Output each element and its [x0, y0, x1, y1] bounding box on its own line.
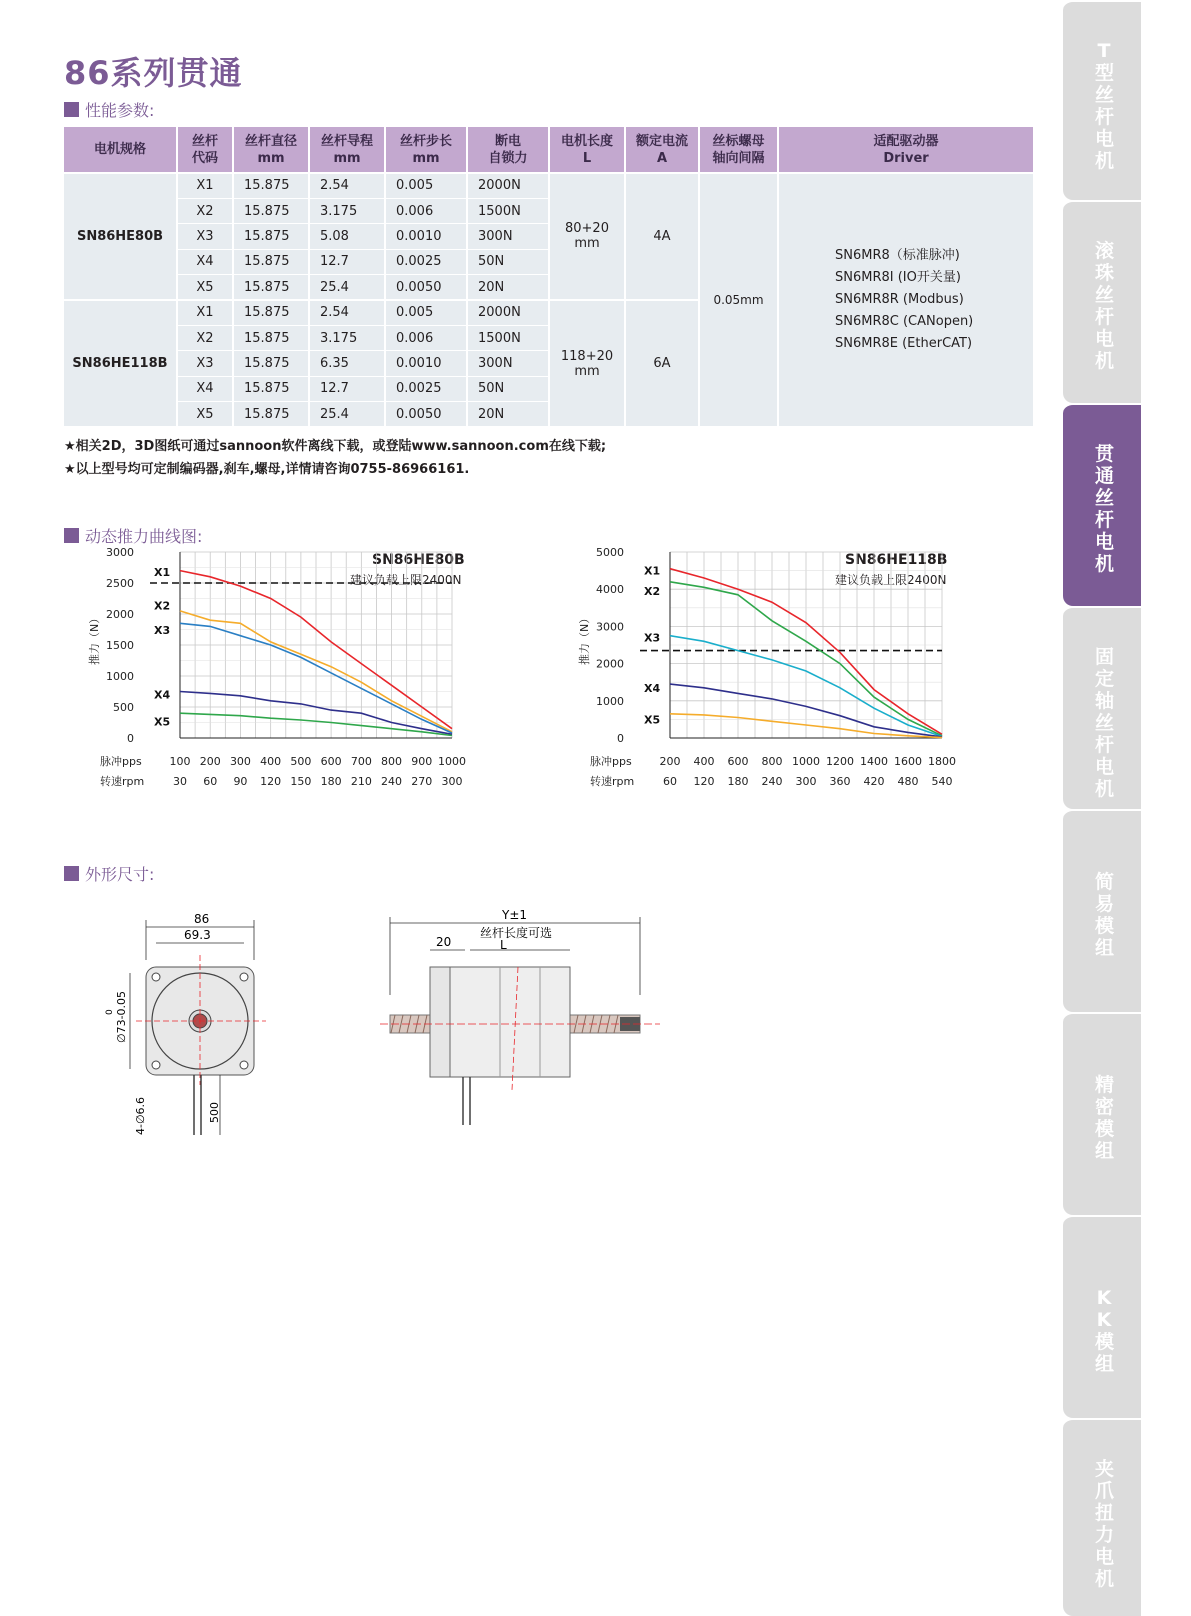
x-tick-label-pps: 1400 [860, 755, 888, 768]
table-cell: 0.005 [385, 300, 467, 325]
x-tick-label-rpm: 210 [350, 775, 372, 788]
driver-item: SN6MR8E (EtherCAT) [835, 336, 973, 352]
y-tick-label: 3000 [596, 620, 624, 634]
col-header-driver: 适配驱动器 Driver [778, 127, 1034, 173]
section-marker [64, 102, 79, 117]
x-row-label-rpm: 转速rpm [590, 775, 635, 788]
y-axis-label: 推力（N） [88, 612, 101, 665]
page-title: 86系列贯通 [64, 54, 243, 92]
x-tick-label-pps: 100 [169, 755, 191, 768]
table-cell: 300N [467, 351, 549, 376]
series-label-x1: X1 [644, 564, 661, 578]
table-cell: 3.175 [309, 198, 385, 223]
x-tick-label-pps: 1800 [928, 755, 956, 768]
y-tick-label: 2000 [596, 657, 624, 671]
col-header-diameter: 丝杆直径 mm [233, 127, 309, 173]
x-tick-label-pps: 400 [693, 755, 715, 768]
table-cell: 20N [467, 275, 549, 300]
table-cell: 2.54 [309, 173, 385, 198]
x-tick-label-rpm: 300 [795, 775, 817, 788]
side-tab-through-screw[interactable] [1063, 403, 1141, 606]
dim-l: L [500, 938, 507, 952]
col-header-self-lock: 断电 自锁力 [467, 127, 549, 173]
dim-pilot: ∅73-0.05 [115, 990, 128, 1043]
side-tab-label: 滚珠丝杆电机 [1095, 240, 1115, 372]
x-tick-label-pps: 700 [350, 755, 372, 768]
chart-body [87, 546, 466, 788]
y-tick-label: 0 [617, 732, 624, 745]
x-tick-label-pps: 800 [761, 755, 783, 768]
table-cell: 0.006 [385, 325, 467, 350]
table-cell: 15.875 [233, 300, 309, 325]
x-tick-label-pps: 1600 [894, 755, 922, 768]
table-cell: X5 [177, 402, 233, 427]
x-tick-label-rpm: 480 [897, 775, 919, 788]
col-header-backlash: 丝标螺母 轴向间隔 [699, 127, 778, 173]
x-row-label-rpm: 转速rpm [100, 775, 145, 788]
side-tab-kk-module[interactable] [1063, 1215, 1141, 1418]
series-label-x5: X5 [154, 715, 171, 729]
section-dimensions [64, 862, 154, 885]
x-tick-label-rpm: 240 [381, 775, 403, 788]
side-tab-label: T型丝杆电机 [1095, 40, 1115, 172]
side-view [380, 908, 660, 1125]
dim-69-3: 69.3 [184, 928, 211, 942]
current-cell: 6A [625, 300, 699, 427]
table-row [64, 173, 1034, 198]
table-cell: X4 [177, 376, 233, 401]
table-cell: 50N [467, 376, 549, 401]
model-cell: SN86HE80B [64, 173, 177, 300]
table-cell: X2 [177, 325, 233, 350]
spec-table [64, 127, 1035, 427]
y-tick-label: 2000 [106, 608, 134, 621]
y-tick-label: 1000 [106, 670, 134, 683]
driver-item: SN6MR8C (CANopen) [835, 314, 974, 330]
series-label-x2: X2 [154, 599, 171, 613]
col-header-model: 电机规格 [64, 127, 177, 173]
table-cell: 25.4 [309, 275, 385, 300]
section-performance-label: 性能参数: [85, 101, 155, 120]
table-cell: 0.0050 [385, 402, 467, 427]
table-cell: 15.875 [233, 249, 309, 274]
table-cell: X3 [177, 351, 233, 376]
table-cell: 2000N [467, 173, 549, 198]
table-cell: 0.005 [385, 173, 467, 198]
side-tab-label: 简易模组 [1095, 871, 1115, 959]
section-marker [64, 528, 79, 543]
x-tick-label-rpm: 540 [931, 775, 953, 788]
table-cell: X2 [177, 198, 233, 223]
y-tick-label: 500 [113, 701, 134, 714]
side-tab-label: 精密模组 [1095, 1074, 1115, 1162]
x-tick-label-rpm: 60 [663, 775, 677, 788]
table-cell: 0.0025 [385, 249, 467, 274]
side-tab-label: 夹爪扭力电机 [1095, 1458, 1115, 1590]
y-tick-label: 4000 [596, 583, 624, 597]
side-tab-label: KK模组 [1095, 1287, 1115, 1375]
x-tick-label-rpm: 120 [260, 775, 282, 788]
thrust-chart-80b [80, 546, 500, 830]
x-tick-label-rpm: 60 [203, 775, 218, 788]
table-cell: 2000N [467, 300, 549, 325]
series-label-x3: X3 [154, 624, 171, 638]
table-cell: 15.875 [233, 325, 309, 350]
x-tick-label-rpm: 30 [173, 775, 187, 788]
series-label-x1: X1 [154, 565, 171, 579]
table-cell: X3 [177, 224, 233, 249]
y-tick-label: 1500 [106, 639, 134, 652]
x-tick-label-pps: 1000 [792, 755, 820, 768]
table-cell: 300N [467, 224, 549, 249]
dimension-drawing [100, 905, 700, 1145]
table-cell: 0.0025 [385, 376, 467, 401]
length-cell: 80+20 mm [549, 173, 625, 300]
x-tick-label-pps: 300 [229, 755, 251, 768]
table-cell: 12.7 [309, 376, 385, 401]
current-cell: 4A [625, 173, 699, 300]
x-row-label-pps: 脉冲pps [590, 755, 632, 768]
table-cell: 3.175 [309, 325, 385, 350]
x-tick-label-pps: 1000 [438, 755, 466, 768]
note-custom: ★以上型号均可定制编码器,刹车,螺母,详情请咨询0755-86966161. [64, 462, 470, 477]
x-tick-label-rpm: 90 [233, 775, 248, 788]
table-cell: 15.875 [233, 351, 309, 376]
dim-20: 20 [436, 935, 452, 949]
table-cell: 50N [467, 249, 549, 274]
table-header-row [64, 127, 1034, 173]
driver-item: SN6MR8R (Modbus) [835, 292, 964, 308]
x-tick-label-rpm: 270 [411, 775, 433, 788]
table-cell: 5.08 [309, 224, 385, 249]
table-cell: 0.006 [385, 198, 467, 223]
table-cell: 15.875 [233, 224, 309, 249]
driver-item: SN6MR8（标准脉冲) [835, 248, 960, 264]
length-cell: 118+20 mm [549, 300, 625, 427]
table-cell: X5 [177, 275, 233, 300]
table-cell: X1 [177, 300, 233, 325]
note-download: ★相关2D，3D图纸可通过sannoon软件离线下载，或登陆www.sannoon.com在线下载; [64, 439, 607, 454]
x-tick-label-rpm: 300 [441, 775, 463, 788]
table-cell: 15.875 [233, 173, 309, 198]
series-label-x4: X4 [154, 688, 171, 702]
x-tick-label-rpm: 360 [829, 775, 851, 788]
x-tick-label-rpm: 180 [320, 775, 342, 788]
side-tab-gripper-torque[interactable] [1063, 1418, 1141, 1616]
chart-body [577, 546, 956, 788]
x-tick-label-pps: 1200 [826, 755, 854, 768]
dim-overall: Y±1 [502, 908, 528, 922]
table-cell: 25.4 [309, 402, 385, 427]
table-cell: X4 [177, 249, 233, 274]
x-tick-label-pps: 200 [199, 755, 221, 768]
table-cell: 6.35 [309, 351, 385, 376]
col-header-lead: 丝杆导程 mm [309, 127, 385, 173]
x-tick-label-pps: 200 [659, 755, 681, 768]
section-thrust-curve [64, 524, 202, 547]
y-tick-label: 5000 [596, 546, 624, 559]
series-label-x2: X2 [644, 585, 661, 599]
front-view [105, 912, 266, 1135]
chart-1-title: SN86HE80B [372, 552, 465, 568]
y-tick-label: 2500 [106, 577, 134, 590]
dim-lead: 500 [208, 1102, 221, 1123]
driver-item: SN6MR8I (IO开关量) [835, 270, 961, 286]
x-tick-label-rpm: 150 [290, 775, 312, 788]
table-cell: 15.875 [233, 402, 309, 427]
x-tick-label-pps: 800 [381, 755, 403, 768]
backlash-cell: 0.05mm [699, 173, 778, 427]
dim-pilot-tol: 0 [105, 1009, 115, 1015]
dim-screw-length: 丝杆长度可选 [480, 926, 553, 940]
x-tick-label-rpm: 240 [761, 775, 783, 788]
section-thrust-curve-label: 动态推力曲线图: [85, 527, 203, 546]
side-tab-simple-module[interactable] [1063, 809, 1141, 1012]
section-marker [64, 866, 79, 881]
table-cell: 15.875 [233, 376, 309, 401]
section-dimensions-label: 外形尺寸: [85, 865, 155, 884]
table-cell: 0.0050 [385, 275, 467, 300]
x-row-label-pps: 脉冲pps [100, 755, 142, 768]
model-cell: SN86HE118B [64, 300, 177, 427]
dim-holes: 4-∅6.6 [134, 1096, 147, 1135]
table-cell: 20N [467, 402, 549, 427]
side-tab-precision-module[interactable] [1063, 1012, 1141, 1215]
side-tab-label: 贯通丝杆电机 [1095, 443, 1115, 575]
table-cell: 0.0010 [385, 224, 467, 249]
col-header-current: 额定电流 A [625, 127, 699, 173]
table-cell: 1500N [467, 325, 549, 350]
table-cell: 0.0010 [385, 351, 467, 376]
x-tick-label-pps: 900 [411, 755, 433, 768]
table-cell: 15.875 [233, 198, 309, 223]
y-tick-label: 3000 [106, 546, 134, 559]
side-tab-ball-screw[interactable] [1063, 200, 1141, 403]
table-cell: 12.7 [309, 249, 385, 274]
section-performance [64, 98, 154, 121]
y-tick-label: 1000 [596, 694, 624, 708]
table-cell: 15.875 [233, 275, 309, 300]
series-label-x3: X3 [644, 631, 661, 645]
table-cell: X1 [177, 173, 233, 198]
x-tick-label-pps: 600 [320, 755, 342, 768]
y-tick-label: 0 [127, 732, 134, 745]
thrust-chart-118b [570, 546, 990, 830]
dim-86: 86 [194, 912, 210, 926]
series-label-x5: X5 [644, 713, 661, 727]
col-header-step: 丝杆步长 mm [385, 127, 467, 173]
side-tab-label: 固定轴丝杆电机 [1095, 646, 1115, 800]
series-label-x4: X4 [644, 681, 661, 695]
col-header-length: 电机长度 L [549, 127, 625, 173]
x-tick-label-rpm: 420 [863, 775, 885, 788]
table-cell: 2.54 [309, 300, 385, 325]
drivers-cell [778, 173, 1034, 427]
chart-1-subtitle: 建议负载上限2400N [350, 573, 462, 587]
chart-2-subtitle: 建议负载上限2400N [835, 573, 947, 587]
x-tick-label-pps: 500 [290, 755, 312, 768]
x-tick-label-pps: 400 [260, 755, 282, 768]
table-cell: 1500N [467, 198, 549, 223]
chart-2-title: SN86HE118B [845, 552, 948, 568]
side-tab-t-screw[interactable] [1063, 0, 1141, 200]
x-tick-label-pps: 600 [727, 755, 749, 768]
x-tick-label-rpm: 180 [727, 775, 749, 788]
col-header-code: 丝杆 代码 [177, 127, 233, 173]
side-tab-fixed-shaft[interactable] [1063, 606, 1141, 809]
x-tick-label-rpm: 120 [693, 775, 715, 788]
y-axis-label: 推力（N） [578, 612, 591, 665]
